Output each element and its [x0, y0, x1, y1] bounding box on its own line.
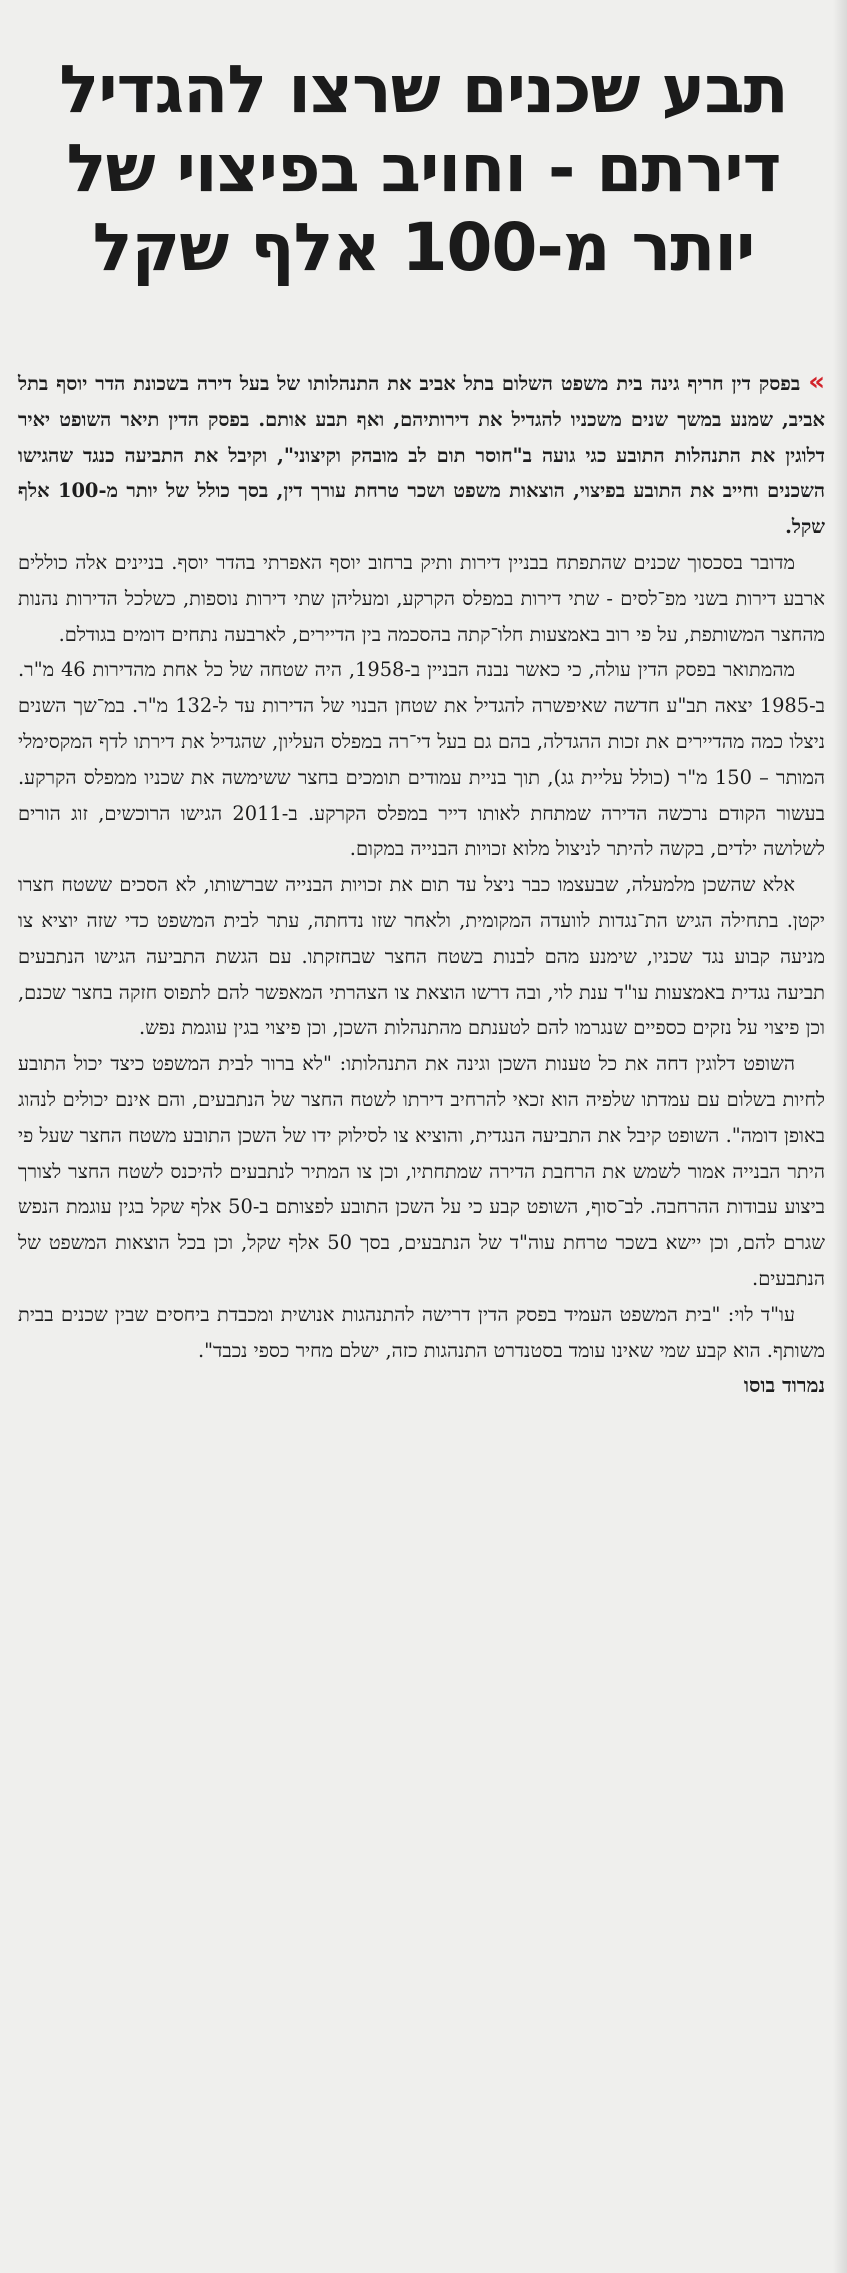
article-paragraph: מדובר בסכסוך שכנים שהתפתח בבניין דירות ותיק ברחוב יוסף האפרתי בהדר יוסף. בניינים אלה כוללים ארבע דירות בשני מפ־לסים - שתי דירות במפלס הקרקע, ומעליהן שתי דירות נוספות, כשלכל הדירות נהנות מהחצר המשותפת, על פי רוב באמצעות חלו־קתה בהסכמה בין הדיירים, לארבעה נתחים דומים בגודלם.: [18, 550, 825, 646]
page-edge-shadow: [833, 0, 847, 2273]
article-body: [18, 365, 825, 1404]
byline: נמרוד בוסו: [743, 1373, 825, 1398]
lead-paragraph: [18, 365, 825, 545]
article-paragraph: השופט דלוגין דחה את כל טענות השכן וגינה את התנהלותו: "לא ברור לבית המשפט כיצד יכול התובע לחיות בשלום עם עמדתו שלפיה הוא זכאי להרחיב דירתו לשטח החצר של הנתבעים, והם אינם יכולים לנהוג באופן דומה". השופט קיבל את התביעה הנגדית, והוציא צו לסילוק ידו של השכן התובע משטח החצר שעל פי היתר הבנייה אמור לשמש את הרחבת הדירה שמתחתיו, וכן צו המתיר לנתבעים להיכנס לשטח החצר לצורך ביצוע עבודות ההרחבה. לב־סוף, השופט קבע כי על השכן התובע לפצותם ב-50 אלף שקל בגין עוגמת הנפש שגרם להם, וכן יישא בשכר טרחת עוה"ד של הנתבעים, בסך 50 אלף שקל, וכן בכל הוצאות המשפט של הנתבעים.: [18, 1052, 825, 1290]
article-paragraph: אלא שהשכן מלמעלה, שבעצמו כבר ניצל עד תום את זכויות הבנייה שברשותו, לא הסכים ששטח חצרו יקטן. בתחילה הגיש הת־נגדות לוועדה המקומית, ולאחר שזו נדחתה, עתר לבית המשפט כדי שזה יוציא צו מניעה קבוע נגד שכניו, שימנע מהם לבנות בשטח החצר שבחזקתו. עם הגשת התביעה הגישו הנתבעים תביעה נגדית באמצעות עו"ד ענת לוי, ובה דרשו הוצאת צו הצהרתי המאפשר להם לתפוס חזקה בחצר שכנם, וכן פיצוי על נזקים כספיים שנגרמו להם לטענתם מהתנהלות השכן, וכן פיצוי בגין עוגמת נפש.: [18, 873, 825, 1040]
article-paragraph: עו"ד לוי: "בית המשפט העמיד בפסק הדין דרישה להתנהגות אנושית ומכבדת ביחסים שבין שכנים בבית משותף. הוא קבע שמי שאינו עומד בסטנדרט התנהגות כזה, ישלם מחיר כספי נכבד".: [18, 1302, 825, 1362]
lead-marker-icon: »: [808, 367, 825, 397]
headline-line-3: יותר מ-100 אלף שקל: [92, 209, 755, 286]
headline-line-2: דירתם - וחויב בפיצוי של: [66, 130, 781, 207]
headline-line-1: תבע שכנים שרצו להגדיל: [59, 51, 788, 128]
article-paragraph: מהמתואר בפסק הדין עולה, כי כאשר נבנה הבניין ב-1958, היה שטחה של כל אחת מהדירות 46 מ"ר. ב-1985 יצאה תב"ע חדשה שאיפשרה להגדיל את שטחן הבנוי של הדירות עד ל-132 מ"ר. במ־שך השנים ניצלו כמה מהדיירים את זכות ההגדלה, בהם גם בעל די־רה במפלס העליון, שהגדיל את דירתו לדף המקסימלי המותר – 150 מ"ר (כולל עליית גג), תוך בניית עמודים תומכים בחצר ששימשה את שכניו ממפלס הקרקע. בעשור הקודם נרכשה הדירה שמתחת לאותו דייר במפלס הקרקע. ב-2011 הגישו הרוכשים, זוג הורים לשלושה ילדים, בקשה להיתר לניצול מלוא זכויות הבנייה במקום.: [18, 658, 826, 861]
lead-text: בפסק דין חריף גינה בית משפט השלום בתל אביב את התנהלותו של בעל דירה בשכונת הדר יוסף בתל אביב, שמנע במשך שנים משכניו להגדיל את דירותיהם, ואף תבע אותם. בפסק הדין תיאר השופט יאיר דלוגין את התנהלות התובע כגי גועה ב"חוסר תום לב מובהק וקיצוני", וקיבל את התביעה כנגד שהגישו השכנים וחייב את התובע בפיצוי, הוצאות משפט ושכר טרחת עורך דין, בסך כולל של יותר מ-100 אלף שקל.: [18, 372, 825, 539]
headline: [40, 50, 807, 287]
